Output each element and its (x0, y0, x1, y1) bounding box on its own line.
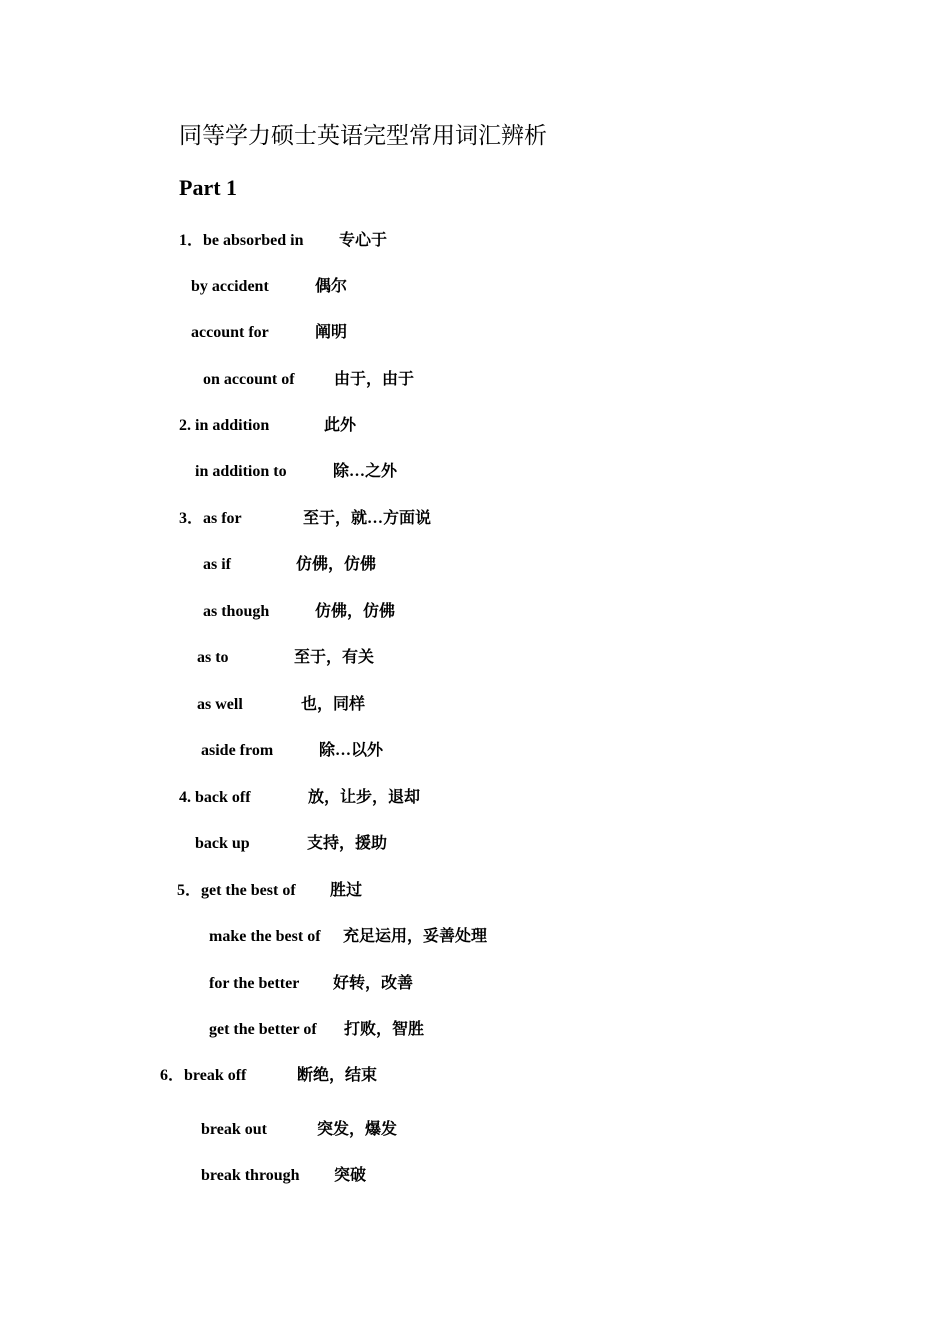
entry-meaning: 放，让步，退却 (308, 789, 421, 806)
entry-term: for the better (209, 975, 300, 992)
page-title: 同等学力硕士英语完型常用词汇辨析 (179, 123, 547, 148)
entry-term: as if (203, 556, 231, 573)
entry-term: 2. in addition (179, 417, 270, 434)
entry-meaning: 除…以外 (319, 742, 384, 759)
entry-meaning: 好转，改善 (333, 975, 414, 992)
entry-term: get the better of (209, 1021, 317, 1038)
entry-term: by accident (191, 278, 269, 295)
entry-term: account for (191, 324, 269, 341)
entry-term: in addition to (195, 463, 287, 480)
entry-meaning: 由于，由于 (334, 371, 415, 388)
entry-meaning: 除…之外 (333, 463, 398, 480)
entry-meaning: 偶尔 (315, 278, 348, 295)
entry-meaning: 胜过 (330, 882, 363, 899)
entry-meaning: 仿佛，仿佛 (296, 556, 377, 573)
entry-term: aside from (201, 742, 274, 759)
entry-term: 1．be absorbed in (179, 232, 304, 249)
entry-meaning: 也，同样 (301, 696, 366, 713)
entry-term: 6．break off (160, 1067, 247, 1084)
entry-term: 5．get the best of (177, 882, 296, 899)
entry-term: on account of (203, 371, 295, 388)
entry-meaning: 仿佛，仿佛 (315, 603, 396, 620)
entry-term: as well (197, 696, 243, 713)
entry-meaning: 突破 (334, 1167, 367, 1184)
entry-term: 3．as for (179, 510, 242, 527)
entry-meaning: 此外 (324, 417, 357, 434)
entry-meaning: 支持，援助 (307, 835, 388, 852)
entry-meaning: 至于，有关 (294, 649, 375, 666)
entry-meaning: 充足运用，妥善处理 (343, 928, 488, 945)
entry-term: 4. back off (179, 789, 251, 806)
entry-meaning: 专心于 (339, 232, 388, 249)
entry-term: as though (203, 603, 270, 620)
entry-meaning: 至于，就…方面说 (303, 510, 432, 527)
entry-term: back up (195, 835, 250, 852)
entry-term: break through (201, 1167, 300, 1184)
entry-meaning: 突发，爆发 (317, 1121, 398, 1138)
entry-meaning: 阐明 (315, 324, 348, 341)
entry-meaning: 打败，智胜 (344, 1021, 425, 1038)
entry-meaning: 断绝，结束 (297, 1067, 378, 1084)
part-heading: Part 1 (179, 175, 238, 200)
entry-term: as to (197, 649, 229, 666)
entry-term: make the best of (209, 928, 321, 945)
entry-term: break out (201, 1121, 267, 1138)
